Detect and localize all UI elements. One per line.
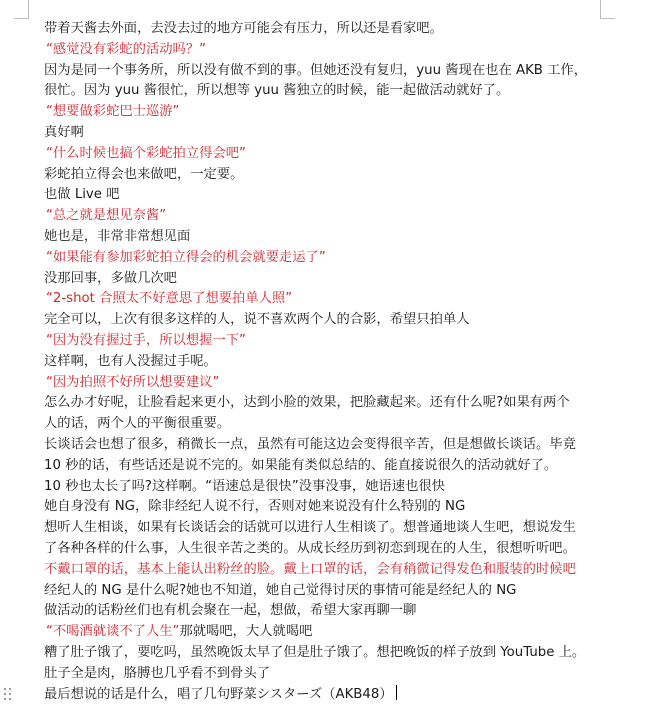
question-line: “总之就是想见奈酱” (46, 208, 167, 224)
last-paragraph-line[interactable] (44, 685, 604, 706)
page-corner-mark-left (14, 0, 29, 19)
answer-span: 那就喝吧，大人就喝吧 (179, 624, 313, 640)
question-span: “不喝酒就谈不了人生” (46, 624, 180, 640)
paragraph-line: 她自身没有 NG，除非经纪人说不行，否则对她来说没有什么特别的 NG (44, 499, 466, 515)
page-corner-mark-right (600, 0, 615, 19)
document-body[interactable] (44, 19, 604, 705)
paragraph-line: 糟了肚子饿了，要吃吗，虽然晚饭太早了但是肚子饿了。想把晚饭的样子放到 YouTube 上。 (44, 644, 586, 660)
paragraph-line: 10 秒的话，有些话还是说不完的。如果能有类似总结的、能直接说很久的活动就好了。 (44, 457, 558, 473)
mixed-paragraph-line (46, 622, 604, 643)
question-line: “2-shot 合照太不好意思了想要拍单人照” (46, 291, 293, 307)
paragraph-line: 想听人生相谈，如果有长谈话会的话就可以进行人生相谈了。想普通地谈人生吧，想说发生 (44, 520, 576, 536)
paragraph-line: 真好啊 (44, 124, 84, 140)
paragraph-line: 也做 Live 吧 (44, 187, 120, 203)
paragraph-line: 10 秒也太长了吗?这样啊。“语速总是很快”没事没事，她语速也很快 (44, 478, 445, 494)
paragraph-line: 她也是，非常非常想见面 (44, 228, 191, 244)
question-line: “什么时候也搞个彩蛇拍立得会吧” (46, 145, 246, 161)
paragraph-line: 了各种各样的什么事，人生很辛苦之类的。从成长经历到初恋到现在的人生，很想听听吧。 (44, 540, 576, 556)
paragraph-line: 经纪人的 NG 是什么呢?她也不知道，她自己觉得讨厌的事情可能是经纪人的 NG (44, 582, 517, 598)
paragraph-line: 肚子全是肉，胳膊也几乎看不到骨头了 (44, 665, 271, 681)
paragraph-line: 没那回事，多做几次吧 (44, 270, 177, 286)
highlighted-paragraph-line: 不戴口罩的话，基本上能认出粉丝的脸。戴上口罩的话，会有稍微记得发色和服装的时候吧 (44, 561, 576, 577)
question-line: “感觉没有彩蛇的活动吗？” (46, 41, 207, 57)
paragraph-line: 完全可以，上次有很多这样的人，说不喜欢两个人的合影，希望只拍单人 (44, 312, 470, 328)
question-line: “因为没有握过手，所以想握一下” (46, 332, 246, 348)
paragraph-line: 因为是同一个事务所，所以没有做不到的事。但她还没有复归，yuu 酱现在也在 AKB 工作， (44, 62, 588, 78)
paragraph-line: 人的话，两个人的平衡很重要。 (44, 416, 231, 432)
paragraph-line: 怎么办才好呢，让脸看起来更小，达到小脸的效果，把脸藏起来。还有什么呢?如果有两个 (44, 395, 570, 411)
question-line: “如果能有参加彩蛇拍立得会的机会就要走运了” (46, 249, 326, 265)
question-line: “因为拍照不好所以想要建议” (46, 374, 220, 390)
last-line-text: 最后想说的话是什么，唱了几句野菜シスターズ（AKB48） (44, 686, 393, 702)
paragraph-line: 长谈话会也想了很多，稍微长一点，虽然有可能这边会变得很辛苦，但是想做长谈话。毕竟 (44, 436, 576, 452)
text-cursor (396, 685, 397, 700)
drag-handle-icon[interactable] (4, 688, 14, 702)
paragraph-line: 彩蛇拍立得会也来做吧，一定要。 (44, 166, 244, 182)
paragraph-line: 这样啊，也有人没握过手呢。 (44, 353, 217, 369)
paragraph-line: 很忙。因为 yuu 酱很忙，所以想等 yuu 酱独立的时候，能一起做活动就好了。 (44, 83, 510, 99)
paragraph-line: 带着天酱去外面，去没去过的地方可能会有压力，所以还是看家吧。 (44, 21, 443, 36)
paragraph-line: 做活动的话粉丝们也有机会聚在一起，想做，希望大家再聊一聊 (44, 603, 417, 619)
question-line: “想要做彩蛇巴士巡游” (46, 104, 180, 120)
